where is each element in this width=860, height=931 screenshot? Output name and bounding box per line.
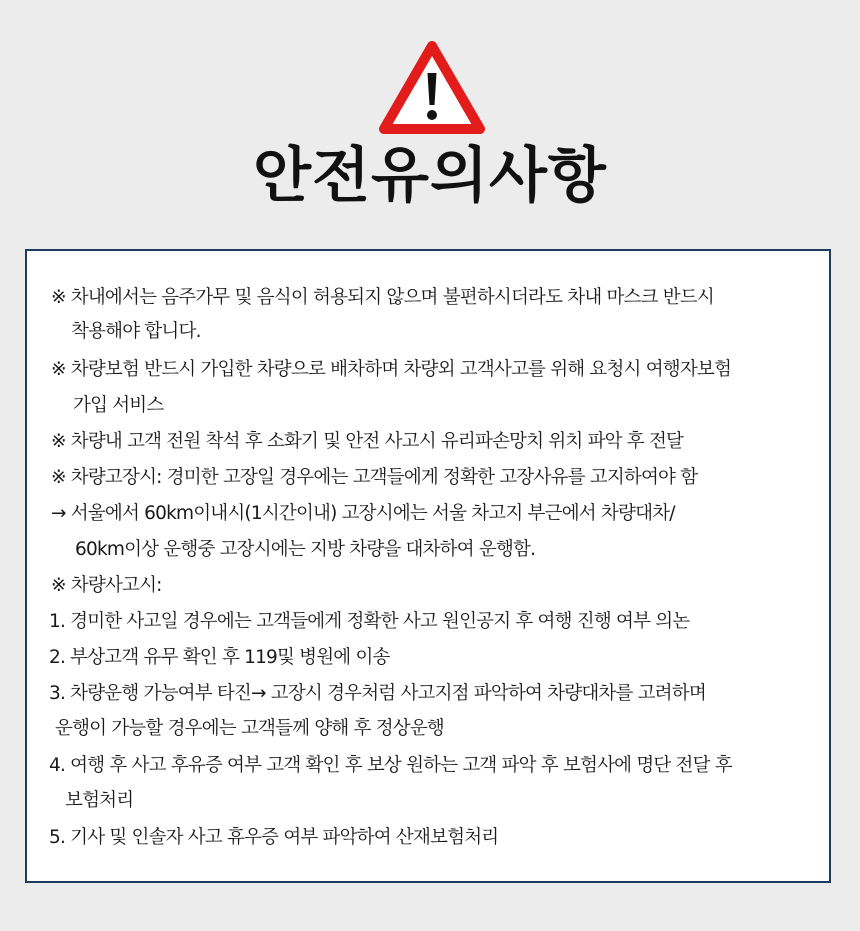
notice-line-12: 3. 차량운행 가능여부 타진→ 고장시 경우처럼 사고지점 파악하여 차량대차를 고려하며 [49,683,706,704]
notice-line-1: ※ 차내에서는 음주가무 및 음식이 허용되지 않으며 불편하시더라도 차내 마스크 반드시 [51,287,714,308]
page-title: 안전유의사항 [253,141,607,211]
notice-line-6: ※ 차량고장시: 경미한 고장일 경우에는 고객들에게 정확한 고장사유를 고지하여야 함 [51,467,698,488]
notice-line-13: 운행이 가능할 경우에는 고객들께 양해 후 정상운행 [55,718,444,739]
notice-line-10: 1. 경미한 사고일 경우에는 고객들에게 정확한 사고 원인공지 후 여행 진행 여부 의논 [49,611,690,632]
notice-line-15: 보험처리 [65,790,134,811]
notice-line-14: 4. 여행 후 사고 후유증 여부 고객 확인 후 보상 원하는 고객 파악 후 보험사에 명단 전달 후 [49,755,732,776]
notice-line-4: 가입 서비스 [73,395,164,416]
notice-line-16: 5. 기사 및 인솔자 사고 휴우증 여부 파악하여 산재보험처리 [49,827,499,848]
notice-line-2: 착용해야 합니다. [71,321,201,342]
notice-line-8: 60km이상 운행중 고장시에는 지방 차량을 대차하여 운행함. [75,539,536,560]
notice-line-3: ※ 차량보험 반드시 가입한 차량으로 배차하며 차량외 고객사고를 위해 요청시 여행자보험 [51,359,732,380]
notice-line-7: → 서울에서 60km이내시(1시간이내) 고장시에는 서울 차고지 부근에서 차량대차/ [51,503,675,524]
notice-line-5: ※ 차량내 고객 전원 착석 후 소화기 및 안전 사고시 유리파손망치 위치 파악 후 전달 [51,431,684,452]
notice-line-9: ※ 차량사고시: [51,575,162,596]
notice-line-11: 2. 부상고객 유무 확인 후 119및 병원에 이송 [49,647,390,668]
notice-box [25,249,831,883]
warning-triangle-icon [379,40,485,134]
